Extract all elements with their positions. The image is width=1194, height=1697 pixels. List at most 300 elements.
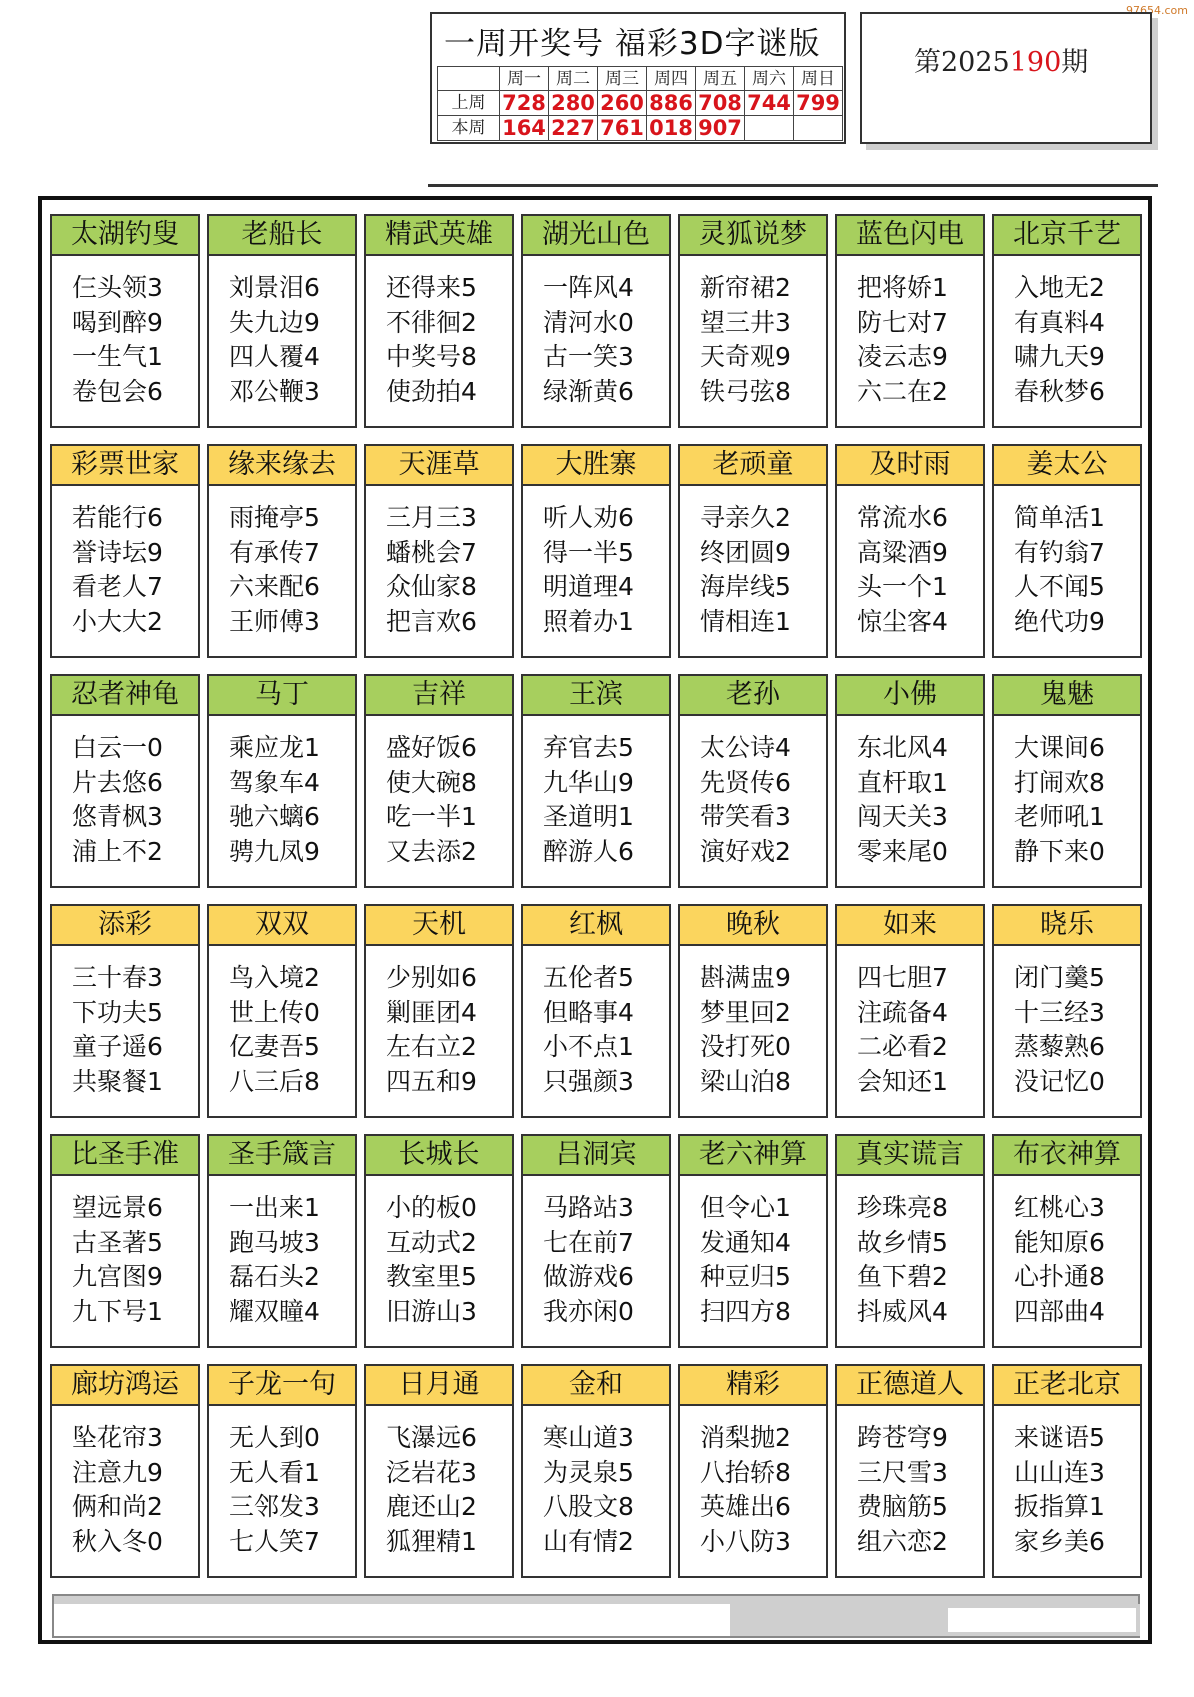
riddle-card	[207, 904, 357, 1118]
clue-line: 高粱酒9	[857, 537, 948, 567]
card-title: 吉祥	[366, 676, 512, 716]
card-title: 北京千艺	[994, 216, 1140, 256]
clue-line: 骋九凤9	[229, 836, 320, 866]
riddle-card	[50, 1134, 200, 1348]
draw-number: 744	[745, 91, 794, 116]
riddle-card	[992, 214, 1142, 428]
card-clues	[209, 1406, 355, 1559]
clue-line: 飞瀑远6	[386, 1423, 477, 1452]
clue-line: 清河水0	[543, 307, 634, 337]
clue-line: 旧游山3	[386, 1296, 477, 1326]
card-title: 老顽童	[680, 446, 826, 486]
clue-line: 四部曲4	[1014, 1296, 1105, 1326]
clue-line: 做游戏6	[543, 1262, 634, 1291]
clue-line: 童子遥6	[72, 1032, 163, 1061]
issue-serial: 190	[1009, 47, 1062, 78]
clue-line: 没打死0	[700, 1032, 791, 1061]
clue-line: 简单活1	[1014, 503, 1105, 532]
clue-line: 直杆取1	[857, 767, 948, 797]
card-title: 双双	[209, 906, 355, 946]
card-clues	[366, 256, 512, 409]
riddle-card	[50, 904, 200, 1118]
clue-line: 零来尾0	[857, 836, 948, 866]
clue-line: 望三井3	[700, 307, 791, 337]
clue-line: 没记忆0	[1014, 1066, 1105, 1096]
draw-number: 728	[500, 91, 549, 116]
clue-line: 人不闻5	[1014, 572, 1105, 601]
last-week-label: 上周	[438, 91, 500, 116]
corner-cell	[438, 67, 500, 91]
clue-line: 绝代功9	[1014, 606, 1105, 636]
clue-line: 凌云志9	[857, 342, 948, 371]
clue-line: 一出来1	[229, 1193, 320, 1222]
riddle-card	[521, 214, 671, 428]
clue-line: 王师傅3	[229, 606, 320, 636]
clue-line: 三月三3	[386, 503, 477, 532]
draw-number	[794, 116, 843, 141]
draw-number: 280	[549, 91, 598, 116]
clue-line: 雨掩亭5	[229, 503, 320, 532]
clue-line: 白云一0	[72, 733, 163, 762]
card-title: 金和	[523, 1366, 669, 1406]
site-watermark: 97654.com	[1126, 4, 1188, 17]
riddle-card	[207, 1364, 357, 1578]
card-clues	[366, 1176, 512, 1329]
clue-line: 鸟入境2	[229, 963, 320, 992]
clue-line: 还得来5	[386, 273, 477, 302]
clue-line: 教室里5	[386, 1262, 477, 1291]
card-title: 真实谎言	[837, 1136, 983, 1176]
draw-number: 708	[696, 91, 745, 116]
clue-line: 八抬轿8	[700, 1457, 791, 1487]
clue-line: 众仙家8	[386, 572, 477, 601]
riddle-card	[992, 674, 1142, 888]
card-title: 精彩	[680, 1366, 826, 1406]
clue-line: 三十春3	[72, 963, 163, 992]
clue-line: 仨头领3	[72, 273, 163, 302]
clue-line: 若能行6	[72, 503, 163, 532]
this-week-label: 本周	[438, 116, 500, 141]
riddle-card	[364, 1364, 514, 1578]
clue-line: 铁弓弦8	[700, 376, 791, 406]
riddle-card	[521, 444, 671, 658]
clue-line: 使劲拍4	[386, 376, 477, 406]
clue-line: 鹿还山2	[386, 1492, 477, 1521]
clue-line: 无人到0	[229, 1423, 320, 1452]
card-clues	[523, 1176, 669, 1329]
riddle-card	[992, 444, 1142, 658]
riddle-card	[521, 1134, 671, 1348]
clue-line: 古一笑3	[543, 342, 634, 371]
clue-line: 老师吼1	[1014, 802, 1105, 831]
clue-line: 刘景泪6	[229, 273, 320, 302]
riddle-card	[835, 674, 985, 888]
clue-line: 剿匪团4	[386, 997, 477, 1027]
clue-line: 天奇观9	[700, 342, 791, 371]
footer-bar-stripe	[54, 1596, 1138, 1604]
clue-line: 片去悠6	[72, 767, 163, 797]
card-clues	[680, 946, 826, 1099]
draw-number: 018	[647, 116, 696, 141]
clue-line: 家乡美6	[1014, 1526, 1105, 1556]
clue-line: 抖威风4	[857, 1296, 948, 1326]
clue-line: 太公诗4	[700, 733, 791, 762]
clue-line: 发通知4	[700, 1227, 791, 1257]
clue-line: 失九边9	[229, 307, 320, 337]
clue-line: 三尺雪3	[857, 1457, 948, 1487]
riddle-card	[50, 674, 200, 888]
clue-line: 会知还1	[857, 1066, 948, 1096]
draw-number: 907	[696, 116, 745, 141]
clue-line: 四五和9	[386, 1066, 477, 1096]
card-clues	[837, 1406, 983, 1559]
card-clues	[52, 1176, 198, 1329]
card-clues	[52, 256, 198, 409]
weekly-draw-table	[437, 66, 843, 141]
clue-line: 静下来0	[1014, 836, 1105, 866]
issue-box	[860, 12, 1152, 144]
card-title: 圣手箴言	[209, 1136, 355, 1176]
clue-line: 把言欢6	[386, 606, 477, 636]
clue-line: 寻亲久2	[700, 503, 791, 532]
clue-line: 英雄出6	[700, 1492, 791, 1521]
riddle-card	[835, 214, 985, 428]
weekly-draw-panel	[430, 12, 846, 144]
clue-line: 世上传0	[229, 997, 320, 1027]
clue-line: 狐狸精1	[386, 1526, 477, 1556]
clue-line: 有钓翁7	[1014, 537, 1105, 567]
card-title: 比圣手准	[52, 1136, 198, 1176]
clue-line: 闭门羹5	[1014, 963, 1105, 992]
clue-line: 跑马坡3	[229, 1227, 320, 1257]
card-clues	[366, 716, 512, 869]
clue-line: 弃官去5	[543, 733, 634, 762]
clue-line: 六来配6	[229, 572, 320, 601]
card-title: 王滨	[523, 676, 669, 716]
clue-line: 九华山9	[543, 767, 634, 797]
card-title: 老孙	[680, 676, 826, 716]
clue-line: 四七胆7	[857, 963, 948, 992]
riddle-card	[364, 214, 514, 428]
card-title: 姜太公	[994, 446, 1140, 486]
card-title: 天涯草	[366, 446, 512, 486]
draw-number: 227	[549, 116, 598, 141]
riddle-card	[364, 674, 514, 888]
clue-line: 八三后8	[229, 1066, 320, 1096]
clue-line: 浦上不2	[72, 836, 163, 866]
clue-line: 蒸藜熟6	[1014, 1032, 1105, 1061]
day-header: 周三	[598, 67, 647, 91]
clue-line: 悠青枫3	[72, 802, 163, 831]
riddle-card	[50, 1364, 200, 1578]
header-divider	[428, 184, 1158, 187]
card-title: 长城长	[366, 1136, 512, 1176]
clue-line: 春秋梦6	[1014, 376, 1105, 406]
clue-line: 啸九天9	[1014, 342, 1105, 371]
card-clues	[837, 716, 983, 869]
clue-line: 新帘裙2	[700, 273, 791, 302]
riddle-card	[835, 1364, 985, 1578]
riddle-card	[207, 674, 357, 888]
clue-line: 耀双瞳4	[229, 1296, 320, 1326]
clue-line: 一生气1	[72, 342, 163, 371]
clue-line: 古圣著5	[72, 1227, 163, 1257]
card-title: 晚秋	[680, 906, 826, 946]
clue-line: 盛好饭6	[386, 733, 477, 762]
card-clues	[209, 1176, 355, 1329]
clue-line: 听人劝6	[543, 503, 634, 532]
clue-line: 惊尘客4	[857, 606, 948, 636]
clue-line: 心扑通8	[1014, 1262, 1105, 1291]
card-title: 及时雨	[837, 446, 983, 486]
card-title: 老六神算	[680, 1136, 826, 1176]
issue-prefix: 第	[914, 47, 941, 78]
footer-bar	[52, 1594, 1140, 1638]
clue-line: 绿渐黄6	[543, 376, 634, 406]
card-title: 布衣神算	[994, 1136, 1140, 1176]
day-header: 周一	[500, 67, 549, 91]
clue-line: 跨苍穹9	[857, 1423, 948, 1452]
clue-line: 三邻发3	[229, 1492, 320, 1521]
card-clues	[366, 946, 512, 1099]
clue-line: 少别如6	[386, 963, 477, 992]
card-title: 湖光山色	[523, 216, 669, 256]
clue-line: 珍珠亮8	[857, 1193, 948, 1222]
card-clues	[366, 1406, 512, 1559]
clue-line: 斟满盅9	[700, 963, 791, 992]
clue-line: 种豆归5	[700, 1262, 791, 1291]
clue-line: 带笑看3	[700, 802, 791, 831]
clue-line: 八股文8	[543, 1492, 634, 1521]
clue-line: 注疏备4	[857, 997, 948, 1027]
card-title: 日月通	[366, 1366, 512, 1406]
riddle-card	[50, 444, 200, 658]
clue-line: 又去添2	[386, 836, 477, 866]
clue-line: 左右立2	[386, 1032, 477, 1061]
clue-line: 喝到醉9	[72, 307, 163, 337]
clue-line: 山有情2	[543, 1526, 634, 1556]
card-title: 大胜寨	[523, 446, 669, 486]
clue-line: 终团圆9	[700, 537, 791, 567]
clue-line: 故乡情5	[857, 1227, 948, 1257]
card-title: 晓乐	[994, 906, 1140, 946]
draw-number	[745, 116, 794, 141]
riddle-card	[364, 904, 514, 1118]
issue-suffix: 期	[1061, 47, 1089, 78]
card-clues	[994, 946, 1140, 1099]
clue-line: 演好戏2	[700, 836, 791, 866]
card-title: 灵狐说梦	[680, 216, 826, 256]
clue-line: 圣道明1	[543, 802, 634, 831]
card-title: 蓝色闪电	[837, 216, 983, 256]
card-clues	[680, 256, 826, 409]
clue-line: 七在前7	[543, 1227, 634, 1257]
clue-line: 山山连3	[1014, 1457, 1105, 1487]
card-clues	[52, 946, 198, 1099]
card-title: 正德道人	[837, 1366, 983, 1406]
riddle-card	[678, 674, 828, 888]
clue-line: 使大碗8	[386, 767, 477, 797]
riddle-card	[835, 904, 985, 1118]
riddle-card	[992, 1134, 1142, 1348]
clue-line: 把将娇1	[857, 273, 948, 302]
clue-line: 驰六螭6	[229, 802, 320, 831]
card-title: 添彩	[52, 906, 198, 946]
clue-line: 照着办1	[543, 606, 634, 636]
clue-line: 寒山道3	[543, 1423, 634, 1452]
issue-year: 2025	[941, 47, 1010, 78]
card-clues	[994, 716, 1140, 869]
clue-line: 俩和尚2	[72, 1492, 163, 1521]
draw-number: 886	[647, 91, 696, 116]
clue-line: 鱼下碧2	[857, 1262, 948, 1291]
card-clues	[523, 486, 669, 639]
card-clues	[837, 486, 983, 639]
clue-line: 常流水6	[857, 503, 948, 532]
clue-line: 得一半5	[543, 537, 634, 567]
card-title: 马丁	[209, 676, 355, 716]
this-week-row	[438, 116, 843, 141]
card-clues	[837, 946, 983, 1099]
card-clues	[994, 1406, 1140, 1559]
clue-line: 大课间6	[1014, 733, 1105, 762]
draw-number: 260	[598, 91, 647, 116]
clue-line: 打闹欢8	[1014, 767, 1105, 797]
riddle-card	[521, 904, 671, 1118]
clue-line: 组六恋2	[857, 1526, 948, 1556]
clue-line: 互动式2	[386, 1227, 477, 1257]
clue-line: 但令心1	[700, 1193, 791, 1222]
riddle-card	[521, 1364, 671, 1578]
clue-line: 有承传7	[229, 537, 320, 567]
clue-line: 看老人7	[72, 572, 163, 601]
clue-line: 九下号1	[72, 1296, 163, 1326]
footer-bar-block	[730, 1604, 1140, 1636]
card-clues	[366, 486, 512, 639]
clue-line: 小的板0	[386, 1193, 477, 1222]
card-clues	[209, 716, 355, 869]
footer-bar-slot	[948, 1608, 1136, 1632]
clue-line: 泛岩花3	[386, 1457, 477, 1487]
card-clues	[837, 256, 983, 409]
clue-line: 乘应龙1	[229, 733, 320, 762]
card-title: 缘来缘去	[209, 446, 355, 486]
card-clues	[994, 486, 1140, 639]
card-clues	[523, 946, 669, 1099]
card-title: 小佛	[837, 676, 983, 716]
day-header: 周日	[794, 67, 843, 91]
card-clues	[994, 256, 1140, 409]
clue-line: 九宫图9	[72, 1262, 163, 1291]
riddle-card	[835, 444, 985, 658]
clue-line: 不徘徊2	[386, 307, 477, 337]
clue-line: 卷包会6	[72, 376, 163, 406]
clue-line: 防七对7	[857, 307, 948, 337]
issue-number	[914, 40, 1088, 79]
clue-line: 中奖号8	[386, 342, 477, 371]
card-title: 精武英雄	[366, 216, 512, 256]
riddle-card	[521, 674, 671, 888]
clue-line: 情相连1	[700, 606, 791, 636]
riddle-card	[207, 214, 357, 428]
riddle-card	[678, 214, 828, 428]
riddle-card	[50, 214, 200, 428]
card-clues	[209, 946, 355, 1099]
riddle-card	[678, 1134, 828, 1348]
clue-line: 坠花帘3	[72, 1423, 163, 1452]
riddle-card	[364, 444, 514, 658]
clue-line: 扫四方8	[700, 1296, 791, 1326]
riddle-card	[207, 1134, 357, 1348]
card-clues	[523, 716, 669, 869]
card-title: 如来	[837, 906, 983, 946]
day-header: 周四	[647, 67, 696, 91]
draw-number: 164	[500, 116, 549, 141]
riddle-grid-frame	[38, 196, 1152, 1644]
clue-line: 有真料4	[1014, 307, 1105, 337]
days-header-row	[438, 67, 843, 91]
clue-line: 七人笑7	[229, 1526, 320, 1556]
clue-line: 马路站3	[543, 1193, 634, 1222]
riddle-card	[992, 1364, 1142, 1578]
clue-line: 费脑筋5	[857, 1492, 948, 1521]
card-title: 太湖钓叟	[52, 216, 198, 256]
draw-number: 761	[598, 116, 647, 141]
clue-line: 为灵泉5	[543, 1457, 634, 1487]
riddle-card	[992, 904, 1142, 1118]
day-header: 周五	[696, 67, 745, 91]
riddle-card	[835, 1134, 985, 1348]
card-title: 红枫	[523, 906, 669, 946]
card-clues	[680, 1176, 826, 1329]
clue-line: 梦里回2	[700, 997, 791, 1027]
clue-line: 誉诗坛9	[72, 537, 163, 567]
clue-line: 小不点1	[543, 1032, 634, 1061]
card-clues	[52, 716, 198, 869]
card-clues	[52, 486, 198, 639]
clue-line: 消梨抛2	[700, 1423, 791, 1452]
clue-line: 吃一半1	[386, 802, 477, 831]
clue-line: 闯天关3	[857, 802, 948, 831]
riddle-card	[678, 904, 828, 1118]
riddle-card	[364, 1134, 514, 1348]
card-clues	[523, 1406, 669, 1559]
clue-line: 红桃心3	[1014, 1193, 1105, 1222]
clue-line: 我亦闲0	[543, 1296, 634, 1326]
clue-line: 注意九9	[72, 1457, 163, 1487]
clue-line: 醉游人6	[543, 836, 634, 866]
clue-line: 四人覆4	[229, 342, 320, 371]
clue-line: 小大大2	[72, 606, 163, 636]
clue-line: 二必看2	[857, 1032, 948, 1061]
clue-line: 望远景6	[72, 1193, 163, 1222]
card-title: 廊坊鸿运	[52, 1366, 198, 1406]
card-clues	[680, 716, 826, 869]
clue-line: 东北风4	[857, 733, 948, 762]
day-header: 周二	[549, 67, 598, 91]
card-clues	[209, 256, 355, 409]
clue-line: 驾象车4	[229, 767, 320, 797]
clue-line: 但略事4	[543, 997, 634, 1027]
last-week-row	[438, 91, 843, 116]
draw-number: 799	[794, 91, 843, 116]
riddle-card	[678, 444, 828, 658]
clue-line: 一阵风4	[543, 273, 634, 302]
clue-line: 先贤传6	[700, 767, 791, 797]
clue-line: 明道理4	[543, 572, 634, 601]
clue-line: 磊石头2	[229, 1262, 320, 1291]
card-clues	[209, 486, 355, 639]
